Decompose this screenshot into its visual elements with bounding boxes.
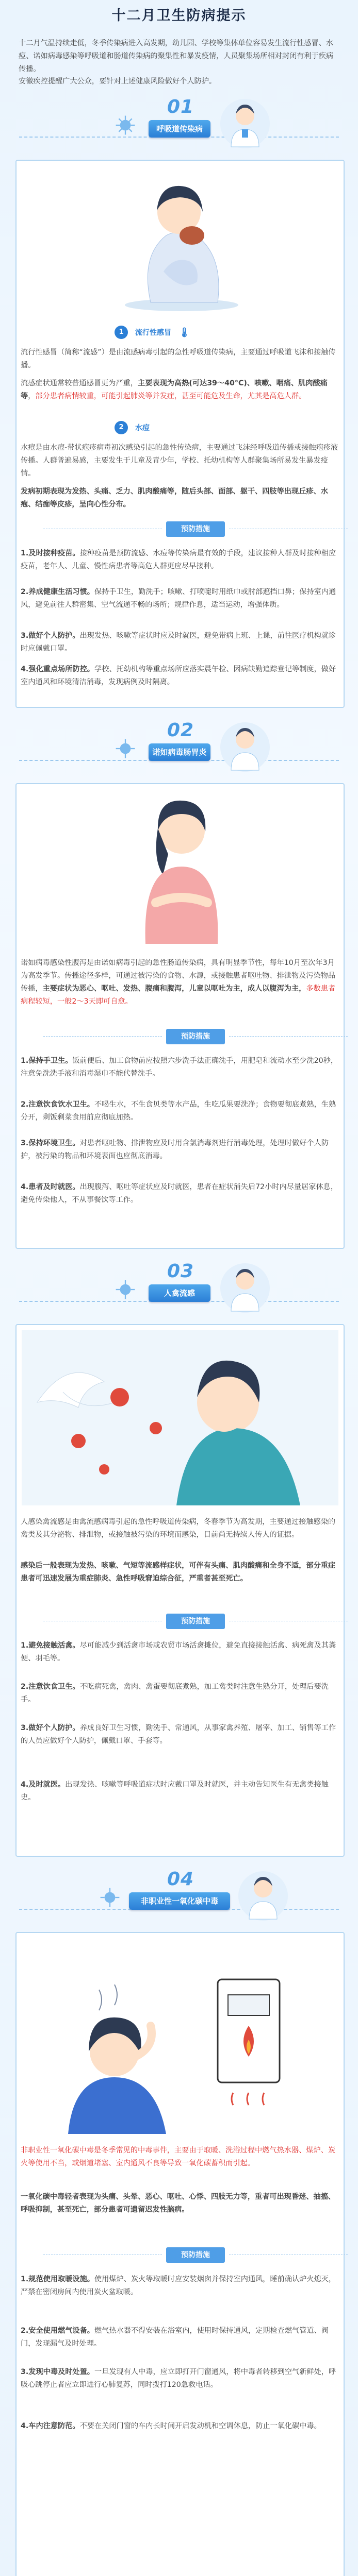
number-two-icon: 2 — [115, 421, 128, 434]
norovirus-paragraph: 诺如病毒感染性腹泻是由诺如病毒引起的急性肠道传染病，具有明显季节性，每年10月至次年3月为高发季节。传播途径多样，可通过被污染的食物、水源，或接触患者呕吐物、排泄物及污染物品传播，主要症状为恶心、呕吐、发热、腹痛和腹泻，儿童以呕吐为主，成人以腹泻为主，多数患者病程较短，一般2～3天即可自愈。 — [21, 959, 336, 1006]
intro-paragraph-2: 安徽疾控提醒广大公众，要针对上述健康风险做好个人防护。 — [19, 77, 217, 86]
section-header-4 — [0, 1862, 358, 1935]
tip-item: 3.保持环境卫生。对患者呕吐物、排泄物应及时用含氯消毒剂进行消毒处理，处理时做好个人防护，被污染的物品和环境表面也应彻底消毒。 — [21, 1139, 329, 1160]
tip-item: 1.及时接种疫苗。接种疫苗是预防流感、水痘等传染病最有效的手段，建议接种人群及时接种相应疫苗，老年人、儿童、慢性病患者等高危人群更应尽早接种。 — [21, 549, 336, 570]
stomachache-illustration — [120, 794, 243, 944]
influenza-paragraph-1: 流行性感冒（简称“流感”）是由流感病毒引起的急性呼吸道传染病，主要通过呼吸道飞沫和接触传播。 — [21, 348, 336, 369]
tip-item: 2.注意饮食饮水卫生。不喝生水，不生食贝类等水产品，生吃瓜果要洗净；食物要彻底煮熟，生熟分开，剩饭剩菜食用前应彻底加热。 — [21, 1100, 336, 1122]
tip-item: 1.避免接触活禽。尽可能减少到活禽市场或农贸市场活禽摊位，避免直接接触活禽、病死禽及其粪便、羽毛等。 — [21, 1641, 336, 1663]
number-one-icon: 1 — [115, 326, 128, 339]
co-poisoning-paragraph-1: 非职业性一氧化碳中毒是冬季常见的中毒事件，主要由于取暖、洗浴过程中燃气热水器、煤炉、炭火等使用不当，或烟道堵塞、室内通风不良等导致一氧化碳蓄积而引起。 — [21, 2146, 336, 2167]
section-number: 02 — [167, 720, 194, 741]
chickenpox-paragraph-2: 发病初期表现为发热、头痛、乏力、肌肉酸痛等，随后头部、面部、躯干、四肢等出现丘疹、水疱、结痂等皮疹，呈向心性分布。 — [21, 487, 328, 509]
section-header-2 — [0, 714, 358, 786]
tip-item: 4.车内注意防范。不要在关闭门窗的车内长时间开启发动机和空调休息，防止一氧化碳中毒。 — [21, 2422, 321, 2430]
tip-item: 2.安全使用燃气设备。燃气热水器不得安装在浴室内，使用时保持通风，定期检查燃气管道、阀门，发现漏气及时处理。 — [21, 2327, 329, 2348]
page-title: 十二月卫生防病提示 — [111, 8, 247, 24]
tip-item: 3.发现中毒及时处置。一旦发现有人中毒，应立即打开门窗通风，将中毒者转移到空气新鲜处，呼吸心跳停止者应立即进行心肺复苏，同时拨打120急救电话。 — [21, 2368, 336, 2389]
prevention-label: 预防措施 — [166, 1614, 225, 1629]
doctor-icon — [217, 1260, 273, 1316]
subheading-influenza: 1 流行性感冒 🌡 — [115, 326, 190, 339]
tip-item: 4.及时就医。出现发热、咳嗽等呼吸道症状时应戴口罩及时就医，并主动告知医生有无禽类接触史。 — [21, 1781, 329, 1802]
prevention-label: 预防措施 — [166, 521, 225, 537]
sick-person-illustration — [115, 174, 249, 313]
section-title: 非职业性一氧化碳中毒 — [129, 1892, 230, 1910]
bird-flu-paragraph-2: 感染后一般表现为发热、咳嗽、气短等流感样症状，可伴有头痛、肌肉酸痛和全身不适，部分重症患者可迅速发展为重症肺炎、急性呼吸窘迫综合征，严重者甚至死亡。 — [21, 1562, 336, 1583]
section-header-3 — [0, 1255, 358, 1327]
tip-item: 4.患者及时就医。出现腹泻、呕吐等症状应及时就医，患者在症状消失后72小时内尽量居家休息，避免传染他人，不从事餐饮等工作。 — [21, 1183, 338, 1204]
virus-icon — [98, 1886, 122, 1909]
section-card-4 — [15, 1932, 345, 2576]
section-title: 人禽流感 — [149, 1284, 210, 1302]
doctor-icon — [217, 719, 273, 775]
tip-item: 2.养成健康生活习惯。保持手卫生，勤洗手；咳嗽、打喷嚏时用纸巾或肘部遮挡口鼻；保持室内通风，避免前往人群密集、空气流通不畅的场所；规律作息，适当运动，增强体质。 — [21, 588, 336, 609]
co-poisoning-illustration — [47, 1948, 316, 2134]
virus-icon — [113, 737, 137, 760]
section-header-1 — [0, 90, 358, 162]
influenza-paragraph-2: 流感症状通常较普通感冒更为严重，主要表现为高热(可达39～40°C)、咳嗽、咽痛、肌肉酸痛等，部分患者病情较重，可能引起肺炎等并发症，甚至可能危及生命，尤其是高危人群。 — [21, 379, 328, 400]
virus-icon — [113, 1278, 137, 1301]
bird-flu-paragraph-1: 人感染禽流感是由禽流感病毒引起的急性呼吸道传染病，冬春季节为高发期，主要通过接触感染的禽类及其分泌物、排泄物，或接触被污染的环境而感染，目前尚无持续人传人的证据。 — [21, 1518, 336, 1539]
section-card-3 — [15, 1324, 345, 1857]
prevention-label: 预防措施 — [166, 2247, 225, 2263]
section-number: 01 — [167, 96, 194, 117]
section-number: 03 — [167, 1261, 194, 1282]
doctor-icon — [217, 95, 273, 152]
thermometer-icon: 🌡 — [178, 327, 190, 338]
chickenpox-paragraph-1: 水痘是由水痘-带状疱疹病毒初次感染引起的急性传染病，主要通过飞沫经呼吸道传播或接触疱疹液传播。人群普遍易感，主要发生于儿童及青少年，学校、托幼机构等人群聚集场所易发生暴发疫情。 — [21, 444, 338, 478]
bird-flu-illustration — [22, 1330, 338, 1505]
doctor-icon — [235, 1868, 291, 1924]
tip-item: 1.规范使用取暖设施。使用煤炉、炭火等取暖时应安装烟囱并保持室内通风，睡前确认炉火熄灭，严禁在密闭房间内使用炭火盆取暖。 — [21, 2275, 336, 2296]
tip-item: 1.保持手卫生。饭前便后、加工食物前应按照六步洗手法正确洗手，用肥皂和流动水至少洗20秒，注意免洗洗手液和消毒湿巾不能代替洗手。 — [21, 1057, 338, 1078]
co-poisoning-paragraph-2: 一氧化碳中毒轻者表现为头痛、头晕、恶心、呕吐、心悸、四肢无力等，重者可出现昏迷、抽搐、呼吸抑制，甚至死亡，部分患者可遗留迟发性脑病。 — [21, 2193, 336, 2214]
tip-item: 4.强化重点场所防控。学校、托幼机构等重点场所应落实晨午检、因病缺勤追踪登记等制度，做好室内通风和环境清洁消毒，发现病例及时隔离。 — [21, 665, 336, 686]
tip-item: 3.做好个人防护。出现发热、咳嗽等症状时应及时就医，避免带病上班、上课，前往医疗机构就诊时应佩戴口罩。 — [21, 632, 336, 653]
section-card-1 — [15, 160, 345, 708]
section-card-2 — [15, 783, 345, 1249]
tip-item: 3.做好个人防护。养成良好卫生习惯，勤洗手、常通风，从事家禽养殖、屠宰、加工、销售等工作的人员应做好个人防护，佩戴口罩、手套等。 — [21, 1724, 336, 1745]
prevention-label: 预防措施 — [166, 1029, 225, 1044]
intro-paragraph-1: 十二月气温持续走低，冬季传染病进入高发期，幼儿园、学校等集体单位容易发生流行性感冒、水痘、诺如病毒感染等呼吸道和肠道传染病的聚集性和暴发疫情，人员聚集场所相对封闭有利于疾病传播。 — [19, 39, 334, 73]
tip-item: 2.注意饮食卫生。不吃病死禽，禽肉、禽蛋要彻底煮熟，加工禽类时注意生熟分开，处理后要洗手。 — [21, 1683, 329, 1704]
virus-icon — [113, 113, 137, 137]
subheading-chickenpox: 2 水痘 — [115, 421, 154, 434]
section-title: 诺如病毒肠胃炎 — [149, 743, 210, 761]
section-number: 04 — [167, 1869, 194, 1890]
section-title: 呼吸道传染病 — [149, 120, 210, 138]
